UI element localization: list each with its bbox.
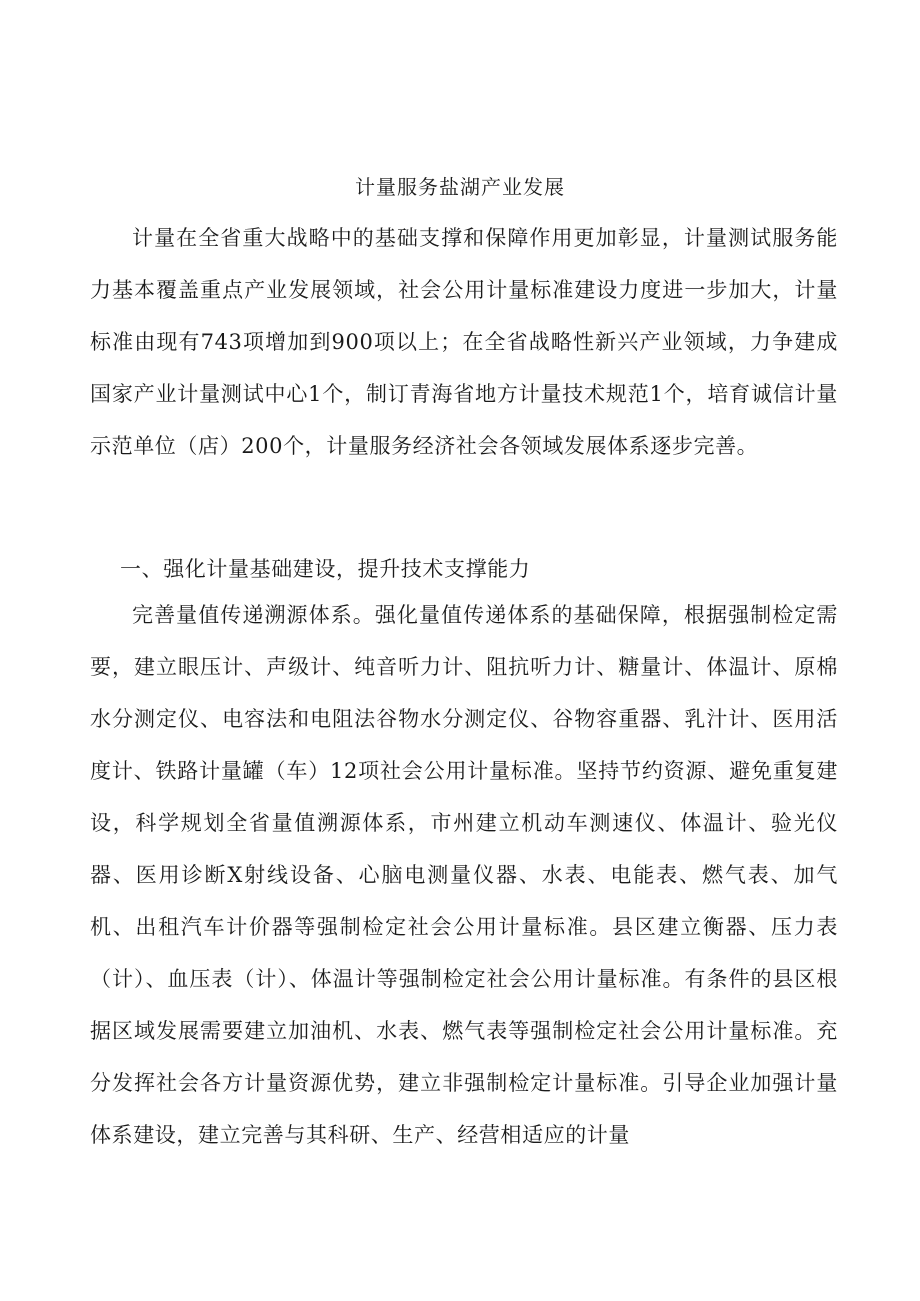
document-title: 计量服务盐湖产业发展 bbox=[355, 175, 565, 199]
section-heading: 一、强化计量基础建设，提升技术支撑能力 bbox=[120, 557, 531, 581]
body-paragraph: 完善量值传递溯源体系。强化量值传递体系的基础保障，根据强制检定需要，建立眼压计、声级计、纯音听力计、阻抗听力计、糖量计、体温计、原棉水分测定仪、电容法和电阻法谷物水分测定仪、谷物容重器、乳汁计、医用活度计、铁路计量罐（车）12项社会公用计量标准。坚持节约资源、避免重复建设，科学规划全省量值溯源体系，市州建立机动车测速仪、体温计、验光仪器、医用诊断X射线设备、心脑电测量仪器、水表、电能表、燃气表、加气机、出租汽车计价器等强制检定社会公用计量标准。县区建立衡器、压力表（计）、血压表（计）、体温计等强制检定社会公用计量标准。有条件的县区根据区域发展需要建立加油机、水表、燃气表等强制检定社会公用计量标准。充分发挥社会各方计量资源优势，建立非强制检定计量标准。引导企业加强计量体系建设，建立完善与其科研、生产、经营相适应的计量 bbox=[90, 603, 838, 1147]
intro-paragraph: 计量在全省重大战略中的基础支撑和保障作用更加彰显，计量测试服务能力基本覆盖重点产业发展领域，社会公用计量标准建设力度进一步加大，计量标准由现有743项增加到900项以上；在全省战略性新兴产业领域，力争建成国家产业计量测试中心1个，制订青海省地方计量技术规范1个，培育诚信计量示范单位（店）200个，计量服务经济社会各领域发展体系逐步完善。 bbox=[90, 226, 838, 458]
